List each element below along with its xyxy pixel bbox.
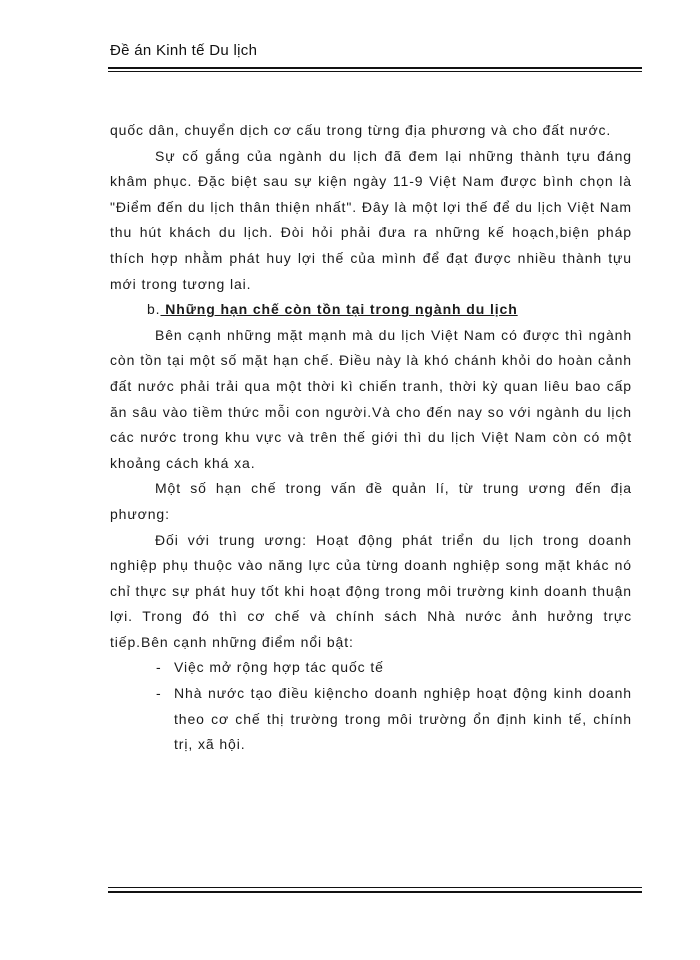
bullet-dash: - (156, 659, 162, 676)
paragraph-4: Một số hạn chế trong vấn đề quản lí, từ trung ương đến địa phương: (110, 480, 632, 522)
paragraph-2: Sự cố gắng của ngành du lịch đã đem lại những thành tựu đáng khâm phục. Đặc biệt sau sự kiện ngày 11-9 Việt Nam được bình chọn là "Điểm đến du lịch thân thiện nhất". Đây là một lợi thế để du lịch Việt Nam thu hút khách du lịch. Đòi hỏi phải đưa ra những kế hoạch,biện pháp thích hợp nhằm phát huy lợi thế của mình để đạt được nhiều thành tựu mới trong tương lai. (110, 147, 632, 292)
paragraph-1: quốc dân, chuyển dịch cơ cấu trong từng địa phương và cho đất nước. (110, 122, 612, 138)
section-heading-label: b. (147, 301, 161, 318)
paragraph-5: Đối với trung ương: Hoạt động phát triển du lịch trong doanh nghiệp phụ thuộc vào năng lực của từng doanh nghiệp song mặt khác nó chỉ thực sự phát huy tốt khi hoạt động trong môi trường kinh doanh thuận lợi. Trong đó thì cơ chế và chính sách Nhà nước ảnh hưởng trực tiếp.Bên cạnh những điểm nổi bật: (110, 531, 632, 650)
header-rule-thin (108, 71, 642, 72)
bullet-list (110, 655, 632, 757)
section-heading (110, 297, 632, 323)
document-body (110, 118, 632, 758)
header-title: Đề án Kinh tế Du lịch (110, 42, 258, 59)
list-item (110, 655, 632, 681)
section-heading-title: Những hạn chế còn tồn tại trong ngành du lịch (160, 301, 518, 318)
list-item-text: Việc mở rộng hợp tác quốc tế (174, 659, 384, 676)
footer-rule-thin (108, 887, 642, 888)
footer-rule-thick (108, 891, 642, 893)
bullet-dash: - (156, 685, 162, 702)
list-item-text: Nhà nước tạo điều kiệncho doanh nghiệp hoạt động kinh doanh theo cơ chế thị trường trong môi trường ổn định kinh tế, chính trị, xã hội. (174, 685, 632, 753)
header-rule-thick (108, 67, 642, 69)
paragraph-3: Bên cạnh những mặt mạnh mà du lịch Việt Nam có được thì ngành còn tồn tại một số mặt hạn chế. Điều này là khó chánh khỏi do hoàn cảnh đất nước phải trải qua một thời kì chiến tranh, thời kỳ quan liêu bao cấp ăn sâu vào tiềm thức mỗi con người.Và cho đến nay so với ngành du lịch các nước trong khu vực và trên thế giới thì du lịch Việt Nam còn có một khoảng cách khá xa. (110, 326, 632, 471)
list-item (110, 681, 632, 758)
